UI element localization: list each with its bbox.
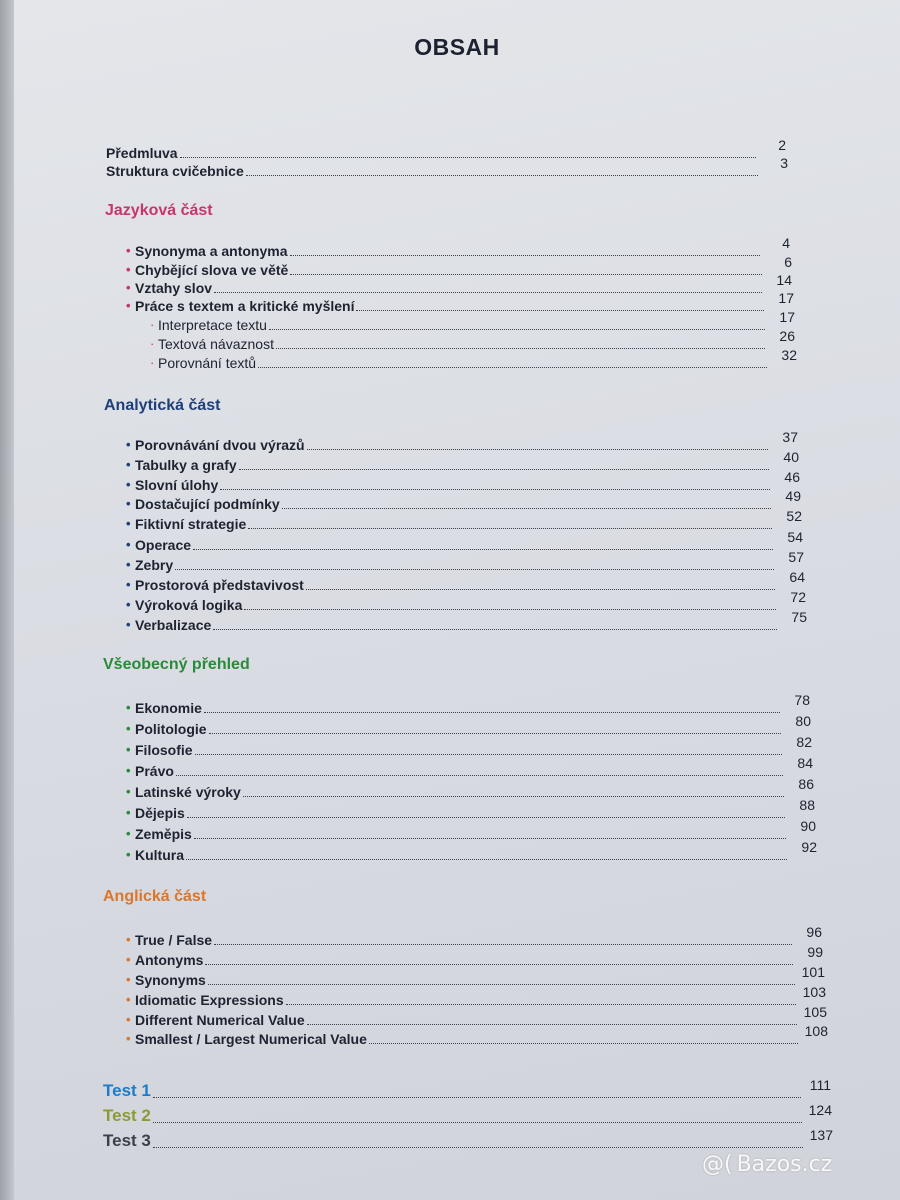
toc-page-number: 2: [778, 137, 786, 153]
dot-leader: [153, 1147, 803, 1148]
dot-leader: [243, 796, 784, 797]
toc-page-number: 80: [795, 713, 811, 729]
toc-entry: [126, 529, 803, 554]
dot-leader: [220, 489, 770, 490]
bullet-icon: •: [126, 577, 131, 592]
bullet-icon: •: [126, 847, 131, 862]
toc-entry-test-1: [103, 1077, 831, 1102]
dot-leader: [258, 367, 767, 368]
dot-leader: [290, 274, 762, 275]
document-page: [14, 0, 900, 1200]
toc-page-number: 103: [802, 984, 826, 1000]
dot-leader: [276, 348, 765, 349]
toc-entry: [126, 984, 826, 1009]
bullet-icon: •: [126, 700, 131, 715]
toc-entry: [126, 429, 798, 454]
toc-entry-label: Verbalizace: [135, 617, 212, 633]
toc-page-number: 3: [780, 155, 788, 171]
bullet-icon: •: [126, 262, 131, 277]
bullet-icon: •: [126, 437, 131, 452]
dot-leader: [307, 449, 768, 450]
toc-page-number: 14: [776, 272, 792, 288]
bazos-watermark: [702, 1152, 832, 1177]
toc-page-number: 32: [781, 347, 797, 363]
toc-entry-label: Prostorová představivost: [135, 577, 304, 593]
toc-page-number: 57: [788, 549, 804, 565]
toc-page-number: 64: [789, 569, 805, 585]
toc-page-number: 52: [786, 508, 802, 524]
toc-entry: [126, 508, 802, 533]
toc-entry-label: Textová návaznost: [158, 336, 274, 352]
toc-page-number: 105: [803, 1004, 827, 1020]
toc-entry-label: Ekonomie: [135, 700, 202, 716]
dot-leader: [214, 944, 792, 945]
toc-entry-label: Chybějící slova ve větě: [135, 262, 289, 278]
bullet-icon: •: [126, 742, 131, 757]
toc-entry: [126, 1004, 827, 1029]
bullet-icon: •: [126, 826, 131, 841]
dot-leader: [356, 310, 764, 311]
toc-page-number: 72: [790, 589, 806, 605]
toc-page-number: 37: [782, 429, 798, 445]
toc-page-number: 75: [791, 609, 807, 625]
bullet-icon: •: [126, 516, 131, 531]
toc-page-number: 82: [796, 734, 812, 750]
toc-entry-label: Idiomatic Expressions: [135, 992, 284, 1008]
bullet-icon: •: [126, 932, 131, 947]
toc-entry-label: Právo: [135, 763, 174, 779]
toc-subentry: [150, 328, 795, 353]
toc-entry: [126, 776, 814, 801]
toc-page-number: 111: [809, 1077, 831, 1093]
toc-entry: [126, 272, 792, 297]
toc-entry: [126, 713, 811, 738]
toc-page-number: 92: [801, 839, 817, 855]
toc-entry: [126, 734, 812, 759]
dot-leader: [195, 754, 782, 755]
bullet-icon: •: [126, 537, 131, 552]
toc-entry-label: Synonyms: [135, 972, 206, 988]
toc-page-number: 78: [794, 692, 810, 708]
bullet-icon: ·: [150, 317, 155, 332]
dot-leader: [209, 733, 781, 734]
toc-entry: [126, 964, 825, 989]
toc-entry-label: Interpretace textu: [158, 317, 267, 333]
test-label: Test 2: [103, 1106, 151, 1125]
toc-entry: [126, 818, 816, 843]
section-heading-anglicka: Anglická část: [103, 888, 207, 905]
toc-entry-label: Politologie: [135, 721, 207, 737]
toc-page-number: 124: [808, 1102, 832, 1118]
bullet-icon: •: [126, 477, 131, 492]
dot-leader: [153, 1122, 802, 1123]
bullet-icon: ·: [150, 355, 155, 370]
toc-page-number: 17: [779, 309, 795, 325]
dot-leader: [187, 817, 785, 818]
test-label: Test 1: [103, 1081, 151, 1100]
dot-leader: [248, 528, 772, 529]
dot-leader: [208, 984, 795, 985]
toc-entry: [126, 488, 801, 513]
toc-entry: [126, 944, 823, 969]
toc-subentry: [150, 309, 795, 334]
dot-leader: [175, 569, 774, 570]
toc-entry: [126, 469, 800, 494]
dot-leader: [269, 329, 765, 330]
dot-leader: [153, 1097, 801, 1098]
toc-entry-label: Smallest / Largest Numerical Value: [135, 1031, 367, 1047]
toc-entry-label: Antonyms: [135, 952, 204, 968]
toc-page-number: 137: [809, 1127, 833, 1143]
dot-leader: [205, 964, 793, 965]
bullet-icon: •: [126, 763, 131, 778]
toc-entry-label: Different Numerical Value: [135, 1012, 305, 1028]
dot-leader: [180, 157, 756, 158]
bullet-icon: •: [126, 952, 131, 967]
toc-entry-label: Práce s textem a kritické myšlení: [135, 298, 355, 314]
toc-page-number: 86: [798, 776, 814, 792]
toc-entry-label: Struktura cvičebnice: [106, 163, 244, 179]
section-heading-jazykova: Jazyková část: [105, 202, 213, 219]
dot-leader: [307, 1024, 797, 1025]
toc-entry-label: Operace: [135, 537, 192, 553]
bullet-icon: •: [126, 784, 131, 799]
toc-entry-label: Fiktivní strategie: [135, 516, 247, 532]
toc-entry-label: Dějepis: [135, 805, 185, 821]
toc-entry-predmluva: [106, 137, 786, 162]
toc-page-number: 90: [800, 818, 816, 834]
bullet-icon: •: [126, 1012, 131, 1027]
toc-entry-label: Předmluva: [106, 145, 178, 161]
toc-subentry: [150, 347, 797, 372]
dot-leader: [306, 589, 775, 590]
toc-page-number: 49: [785, 488, 801, 504]
toc-entry-label: True / False: [135, 932, 213, 948]
toc-entry-label: Výroková logika: [135, 597, 243, 613]
toc-entry-label: Dostačující podmínky: [135, 496, 280, 512]
toc-entry: [126, 924, 822, 949]
toc-entry-test-3: [103, 1127, 833, 1152]
toc-entry: [126, 839, 817, 864]
bullet-icon: •: [126, 243, 131, 258]
toc-entry: [126, 290, 794, 315]
toc-entry-label: Synonyma a antonyma: [135, 243, 288, 259]
toc-entry-label: Zeměpis: [135, 826, 192, 842]
page-edge: [0, 0, 14, 1200]
toc-page-number: 17: [778, 290, 794, 306]
dot-leader: [246, 175, 758, 176]
toc-page-number: 26: [779, 328, 795, 344]
toc-entry-struktura: [106, 155, 788, 180]
toc-entry: [126, 1023, 828, 1048]
dot-leader: [286, 1004, 796, 1005]
toc-entry-label: Zebry: [135, 557, 174, 573]
toc-page-number: 108: [804, 1023, 828, 1039]
dot-leader: [244, 609, 776, 610]
toc-page-number: 54: [787, 529, 803, 545]
toc-entry-label: Kultura: [135, 847, 184, 863]
toc-entry: [126, 755, 813, 780]
bullet-icon: •: [126, 972, 131, 987]
page-title: OBSAH: [414, 34, 500, 60]
test-label: Test 3: [103, 1131, 151, 1150]
toc-entry-label: Porovnání textů: [158, 355, 257, 371]
toc-entry: [126, 254, 792, 279]
toc-page-number: 46: [784, 469, 800, 485]
dot-leader: [213, 629, 777, 630]
bullet-icon: •: [126, 617, 131, 632]
watermark-text: Bazos.cz: [736, 1152, 833, 1177]
toc-page-number: 6: [784, 254, 792, 270]
dot-leader: [176, 775, 783, 776]
bullet-icon: •: [126, 298, 131, 313]
bullet-icon: •: [126, 557, 131, 572]
at-sign-icon: @(: [702, 1152, 733, 1177]
toc-page-number: 40: [783, 449, 799, 465]
toc-entry-label: Porovnávání dvou výrazů: [135, 437, 305, 453]
toc-page-number: 4: [782, 235, 790, 251]
toc-page-number: 84: [797, 755, 813, 771]
toc-entry: [126, 569, 805, 594]
toc-entry-label: Tabulky a grafy: [135, 457, 237, 473]
bullet-icon: ·: [150, 336, 155, 351]
toc-entry-test-2: [103, 1102, 832, 1127]
bullet-icon: •: [126, 992, 131, 1007]
section-heading-analyticka: Analytická část: [104, 397, 221, 414]
dot-leader: [239, 469, 769, 470]
dot-leader: [194, 838, 786, 839]
dot-leader: [214, 292, 762, 293]
toc-page-number: 88: [799, 797, 815, 813]
bullet-icon: •: [126, 721, 131, 736]
toc-entry: [126, 235, 790, 260]
toc-entry: [126, 692, 810, 717]
dot-leader: [290, 255, 761, 256]
bullet-icon: •: [126, 496, 131, 511]
toc-entry: [126, 589, 806, 614]
toc-entry-label: Filosofie: [135, 742, 193, 758]
bullet-icon: •: [126, 1031, 131, 1046]
dot-leader: [369, 1043, 798, 1044]
bullet-icon: •: [126, 805, 131, 820]
toc-page-number: 96: [806, 924, 822, 940]
toc-entry-label: Latinské výroky: [135, 784, 241, 800]
dot-leader: [204, 712, 780, 713]
toc-page-number: 101: [801, 964, 825, 980]
section-heading-vseobecny: Všeobecný přehled: [103, 656, 250, 673]
toc-entry: [126, 797, 815, 822]
dot-leader: [193, 549, 773, 550]
toc-page-number: 99: [807, 944, 823, 960]
bullet-icon: •: [126, 280, 131, 295]
bullet-icon: •: [126, 597, 131, 612]
toc-entry: [126, 449, 799, 474]
toc-entry-label: Vztahy slov: [135, 280, 213, 296]
toc-entry: [126, 549, 804, 574]
dot-leader: [186, 859, 787, 860]
bullet-icon: •: [126, 457, 131, 472]
toc-entry-label: Slovní úlohy: [135, 477, 219, 493]
toc-entry: [126, 609, 807, 634]
dot-leader: [282, 508, 771, 509]
